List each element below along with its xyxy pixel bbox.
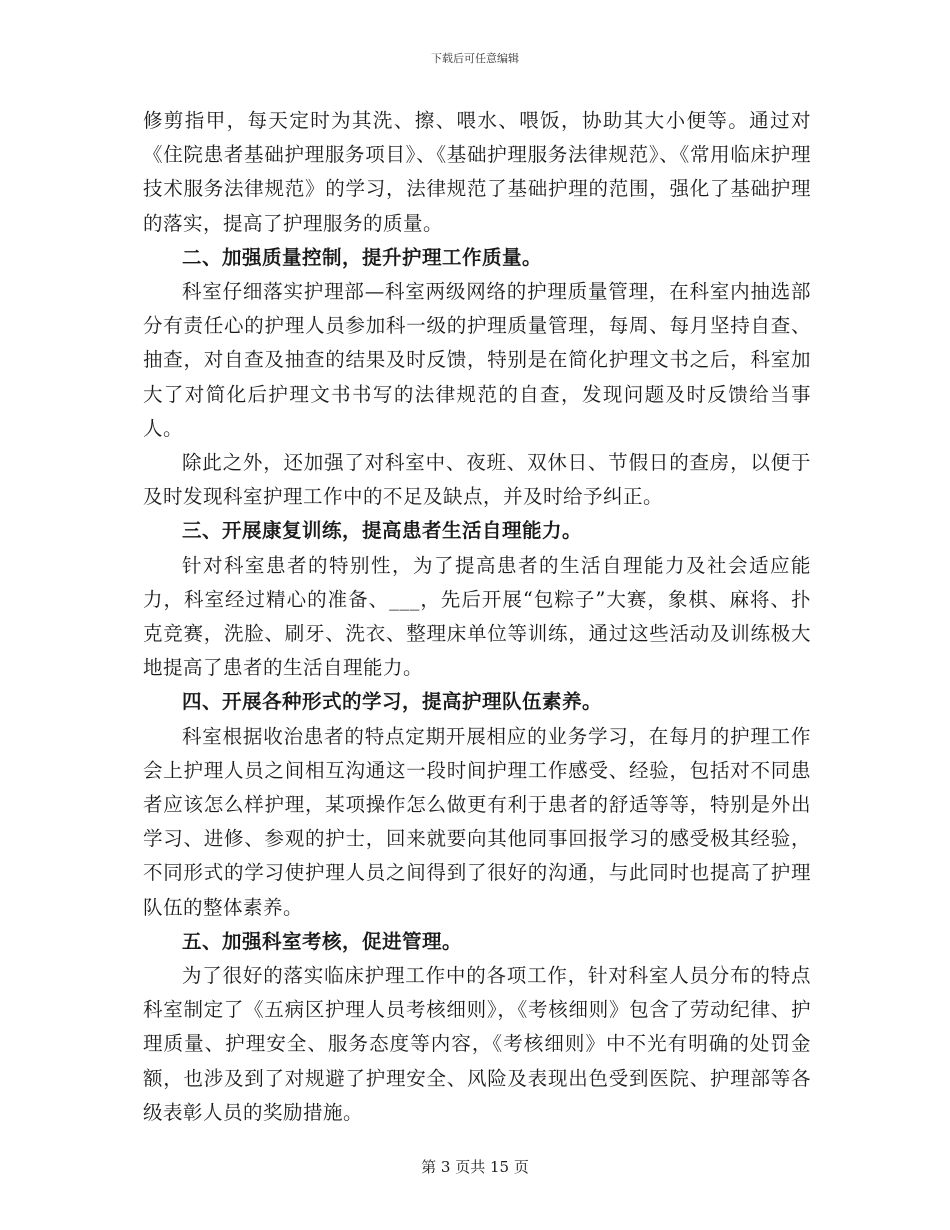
section-heading-3: 三、开展康复训练，提高患者生活自理能力。: [182, 519, 583, 543]
paragraph-quality-management: 科室仔细落实护理部—科室两级网络的护理质量管理，在科室内抽选部分有责任心的护理人员参加科一级的护理质量管理，每周、每月坚持自查、抽查，对自查及抽查的结果及时反馈，特别是在简化护理文书之后，科室加大了对简化后护理文书书写的法律规范的自查，发现问题及时反馈给当事人。: [143, 280, 811, 440]
paragraph-rehab-training: 针对科室患者的特别性，为了提高患者的生活自理能力及社会适应能力，科室经过精心的准备、___，先后开展“包粽子”大赛，象棋、麻将、扑克竞赛，洗脸、刷牙、洗衣、整理床单位等训练，通过这些活动及训练极大地提高了患者的生活自理能力。: [143, 553, 811, 680]
page-header: 下载后可任意编辑: [431, 52, 519, 65]
paragraph-continued: 修剪指甲，每天定时为其洗、擦、喂水、喂饭，协助其大小便等。通过对《住院患者基础护理服务项目》、《基础护理服务法律规范》、《常用临床护理技术服务法律规范》的学习，法律规范了基础护理的范围，强化了基础护理的落实，提高了护理服务的质量。: [143, 109, 811, 235]
section-heading-4: 四、开展各种形式的学习，提高护理队伍素养。: [182, 690, 603, 714]
section-heading-5: 五、加强科室考核，促进管理。: [182, 929, 463, 953]
paragraph-ward-rounds: 除此之外，还加强了对科室中、夜班、双休日、节假日的查房，以便于及时发现科室护理工作中的不足及缺点，并及时给予纠正。: [143, 451, 811, 509]
paragraph-learning: 科室根据收治患者的特点定期开展相应的业务学习，在每月的护理工作会上护理人员之间相互沟通这一段时间护理工作感受、经验，包括对不同患者应该怎么样护理，某项操作怎么做更有利于患者的舒适等等，特别是外出学习、进修、参观的护士，回来就要向其他同事回报学习的感受极其经验，不同形式的学习使护理人员之间得到了很好的沟通，与此同时也提高了护理队伍的整体素养。: [143, 724, 811, 919]
page-number: 第 3 页共 15 页: [421, 1158, 529, 1176]
document-body: [143, 104, 811, 1130]
section-heading-2: 二、加强质量控制，提升护理工作质量。: [182, 245, 543, 269]
paragraph-assessment: 为了很好的落实临床护理工作中的各项工作，针对科室人员分布的特点科室制定了《五病区护理人员考核细则》，《考核细则》包含了劳动纪律、护理质量、护理安全、服务态度等内容，《考核细则》中不光有明确的处罚金额，也涉及到了对规避了护理安全、风险及表现出色受到医院、护理部等各级表彰人员的奖励措施。: [143, 964, 811, 1124]
